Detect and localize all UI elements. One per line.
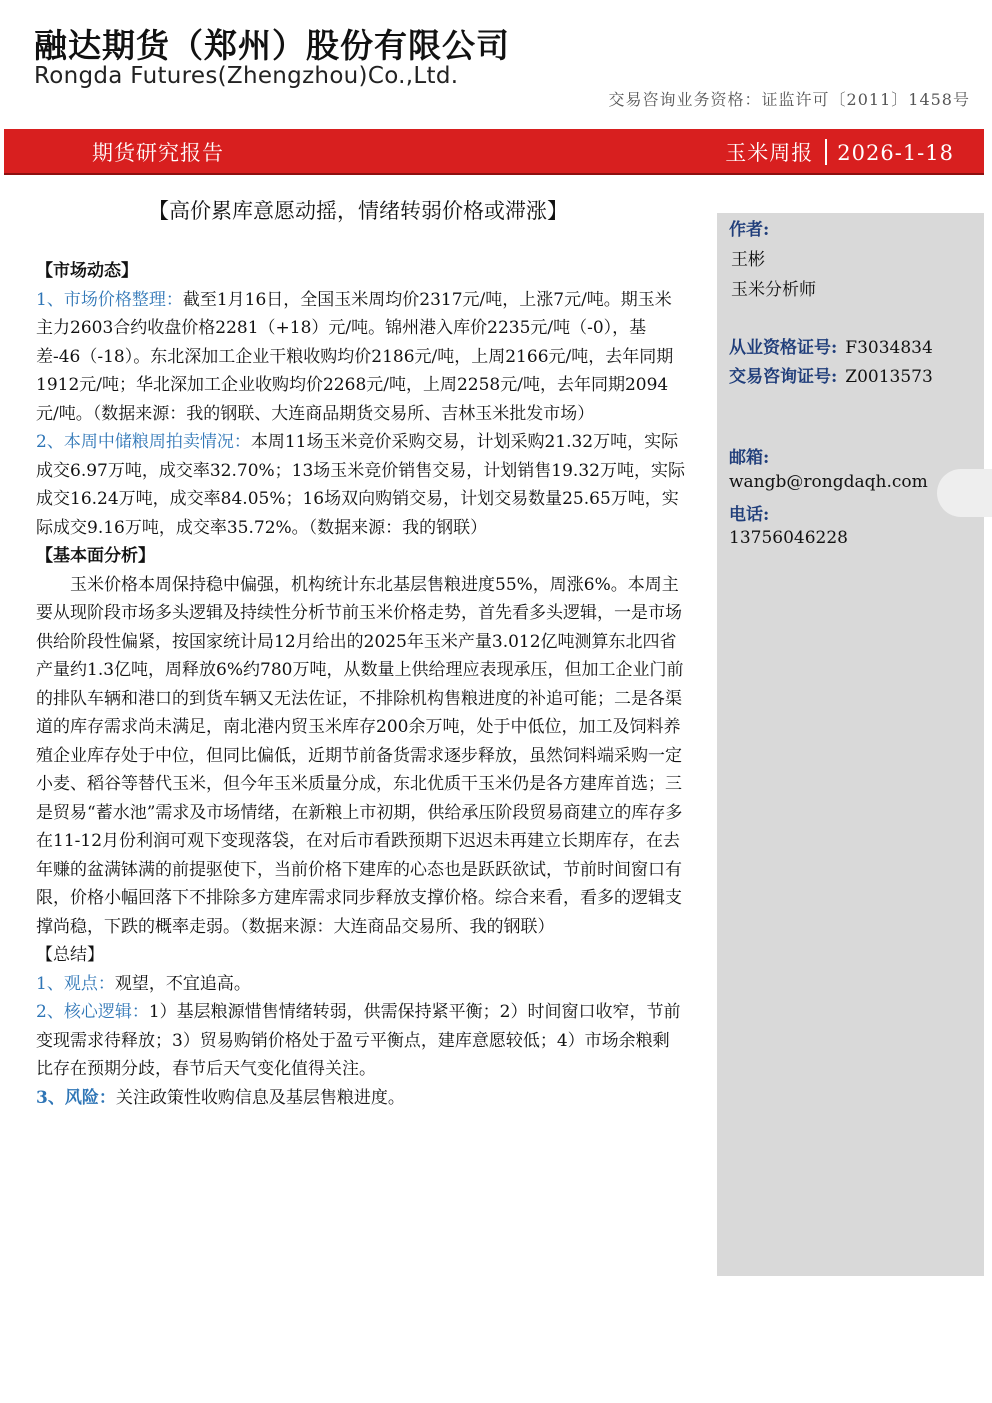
phone-label: 电话: (729, 505, 770, 525)
author-label: 作者: (729, 220, 770, 240)
fundamental-paragraph: 玉米价格本周保持稳中偏强，机构统计东北基层售粮进度55%，周涨6%。本周主要从现阶段市场多头逻辑及持续性分析节前玉米价格走势，首先看多头逻辑，一是市场供给阶段性偏紧，按国家统计局12月给出的2025年玉米产量3.012亿吨测算东北四省产量约1.3亿吨，周释放6%约780万吨，从数量上供给理应表现承压，但加工企业门前的排队车辆和港口的到货车辆又无法佐证，不排除机构售粮进度的补追可能；二是各渠道的库存需求尚未满足，南北港内贸玉米库存200余万吨，处于中低位，加工及饲料养殖企业库存处于中位，但同比偏低，近期节前备货需求逐步释放，虽然饲料端采购一定小麦、稻谷等替代玉米，但今年玉米质量分成，东北优质干玉米仍是各方建库首选；三是贸易“蓄水池”需求及市场情绪，在新粮上市初期，供给承压阶段贸易商建立的库存多在11-12月份利润可观下变现落袋，在对后市看跌预期下迟迟未再建立长期库存，在去年赚的盆满钵满的前提驱使下，当前价格下建库的心态也是跃跃欲试，节前时间窗口有限，价格小幅回落下不排除多方建库需求同步释放支撑价格。综合来看，看多的逻辑支撑尚稳，下跌的概率走弱。（数据来源：大连商品交易所、我的钢联） (36, 574, 684, 937)
market-item-auction (36, 428, 686, 542)
banner-divider (825, 139, 827, 165)
summary-item-view-label: 1、观点： (36, 973, 115, 994)
market-item-auction-text: 本周11场玉米竞价采购交易，计划采购21.32万吨，实际成交6.97万吨，成交率32.70%；13场玉米竞价销售交易，计划销售19.32万吨，实际成交16.24万吨，成交率84.05%；16场双向购销交易，计划交易数量25.65万吨，实际成交9.16万吨，成交率35.72%。（数据来源：我的钢联） (36, 432, 685, 538)
summary-item-logic (36, 998, 686, 1084)
section-heading-summary: 【总结】 (36, 945, 104, 965)
summary-item-logic-label: 2、核心逻辑： (36, 1002, 149, 1022)
consult-value: Z0013573 (845, 367, 933, 387)
market-item-price (36, 286, 686, 429)
cert-label: 从业资格证号: (729, 338, 838, 358)
author-sidebar (717, 213, 984, 1276)
section-heading-market: 【市场动态】 (36, 261, 138, 281)
author-name: 王彬 (731, 250, 765, 270)
report-category: 期货研究报告 (92, 141, 224, 165)
email-value[interactable]: wangb@rongdaqh.com (729, 472, 928, 492)
report-body (36, 257, 686, 1112)
consult-row (729, 362, 933, 387)
report-type: 玉米周报 (725, 141, 814, 165)
cert-row (729, 333, 933, 358)
summary-item-risk-text: 关注政策性收购信息及基层售粮进度。 (115, 1087, 405, 1108)
summary-item-risk-label: 3、风险： (36, 1087, 116, 1108)
report-banner (4, 129, 984, 175)
market-item-price-label: 1、市场价格整理： (36, 289, 183, 310)
report-meta (725, 137, 954, 167)
phone-value: 13756046228 (729, 528, 848, 548)
report-date: 2026-1-18 (837, 141, 954, 165)
company-name-en: Rongda Futures(Zhengzhou)Co.,Ltd. (34, 63, 459, 89)
summary-item-view-text: 观望，不宜追高。 (114, 973, 251, 994)
summary-item-logic-text: 1）基层粮源惜售情绪转弱，供需保持紧平衡；2）时间窗口收窄，节前变现需求待释放；3）贸易购销价格处于盈亏平衡点，建库意愿较低；4）市场余粮剩比存在预期分歧，春节后天气变化值得关注。 (36, 1002, 681, 1079)
section-heading-fundamental: 【基本面分析】 (36, 546, 155, 566)
market-item-auction-label: 2、本周中储粮周拍卖情况： (36, 432, 251, 452)
cert-value: F3034834 (845, 338, 933, 358)
author-role: 玉米分析师 (731, 280, 816, 300)
company-name-cn: 融达期货（郑州）股份有限公司 (34, 26, 510, 65)
summary-item-risk (36, 1084, 686, 1113)
license-info: 交易咨询业务资格：证监许可〔2011〕1458号 (608, 90, 970, 109)
consult-label: 交易咨询证号: (729, 367, 838, 387)
market-item-price-text: 截至1月16日，全国玉米周均价2317元/吨，上涨7元/吨。期玉米主力2603合约收盘价格2281（+18）元/吨。锦州港入库价2235元/吨（-0），基差-46（-18）。东北深加工企业干粮收购均价2186元/吨，上周2166元/吨，去年同期1912元/吨；华北深加工企业收购均价2268元/吨，上周2258元/吨，去年同期2094元/吨。（数据来源：我的钢联、大连商品期货交易所、吉林玉米批发市场） (36, 289, 674, 424)
sidebar-tab (937, 469, 992, 517)
email-label: 邮箱: (729, 448, 770, 468)
report-title: 【高价累库意愿动摇，情绪转弱价格或滞涨】 (148, 199, 568, 223)
summary-item-view (36, 970, 686, 999)
